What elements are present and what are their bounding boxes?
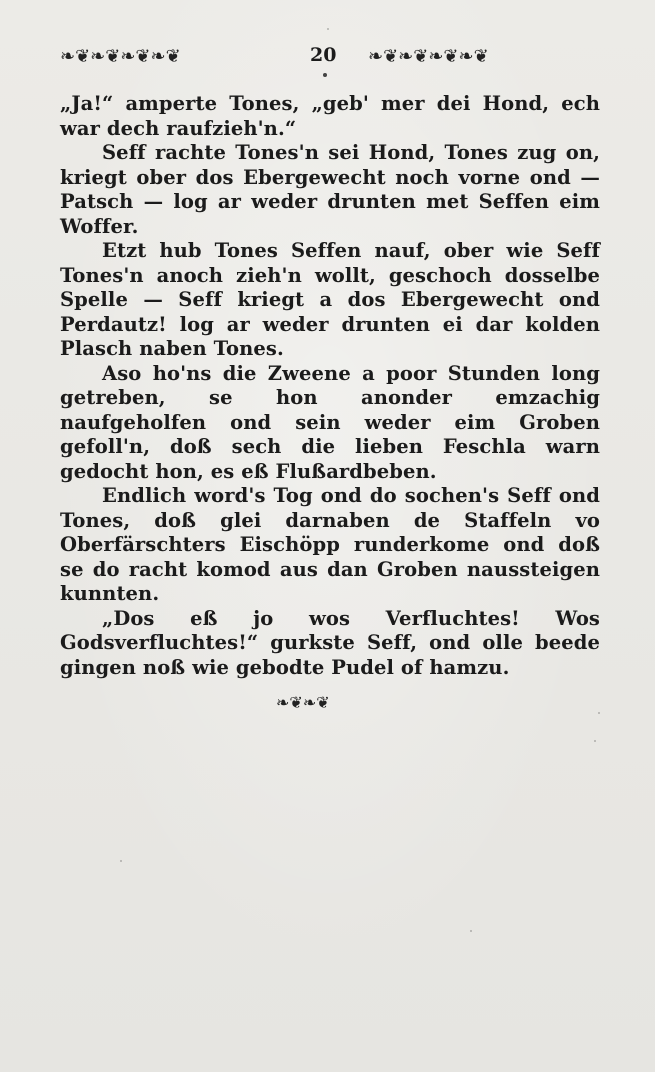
speck: [120, 860, 122, 862]
speck: [327, 28, 329, 30]
page-header: [0, 42, 655, 72]
header-dot: [323, 73, 327, 77]
header-ornament-right: ❧❦❧❦❧❦❧❦: [368, 46, 489, 67]
paragraph-3: Etzt hub Tones Seffen nauf, ober wie Seff Tones'n anoch zieh'n wollt, geschoch dosselbe Spelle — Seff kriegt a dos Ebergewecht ond Perdautz! log ar weder drunten ei dar kolden Plasch naben Tones.: [60, 239, 600, 360]
paragraph-5: Endlich word's Tog ond do sochen's Seff ond Tones, doß glei darnaben de Staffeln vo Oberfärschters Eischöpp runderkome ond doß se do racht komod aus dan Groben naussteigen kunnten.: [60, 484, 600, 605]
speck: [594, 740, 596, 742]
paragraph-6: „Dos eß jo wos Verfluchtes! Wos Godsverfluchtes!“ gurkste Seff, ond olle beede gingen noß wie gebodte Pudel of hamzu.: [60, 606, 600, 679]
page-body: [60, 92, 600, 680]
speck: [598, 712, 600, 714]
paragraph-2: Seff rachte Tones'n sei Hond, Tones zug on, kriegt ober dos Ebergewecht noch vorne ond — Patsch — log ar weder drunten met Seffen eim Woffer.: [60, 141, 600, 238]
end-ornament: ❧❦❧❦: [276, 693, 330, 712]
header-ornament-left: ❧❦❧❦❧❦❧❦: [60, 46, 181, 67]
speck: [470, 930, 472, 932]
paragraph-1: „Ja!“ amperte Tones, „geb' mer dei Hond, ech war dech raufzieh'n.“: [60, 92, 600, 140]
paragraph-4: Aso ho'ns die Zweene a poor Stunden long getreben, se hon anonder emzachig naufgeholfen ond sein weder eim Groben gefoll'n, doß sech die lieben Feschla warn gedocht hon, es eß Flußardbeben.: [60, 361, 600, 483]
page-number: 20: [310, 44, 337, 66]
